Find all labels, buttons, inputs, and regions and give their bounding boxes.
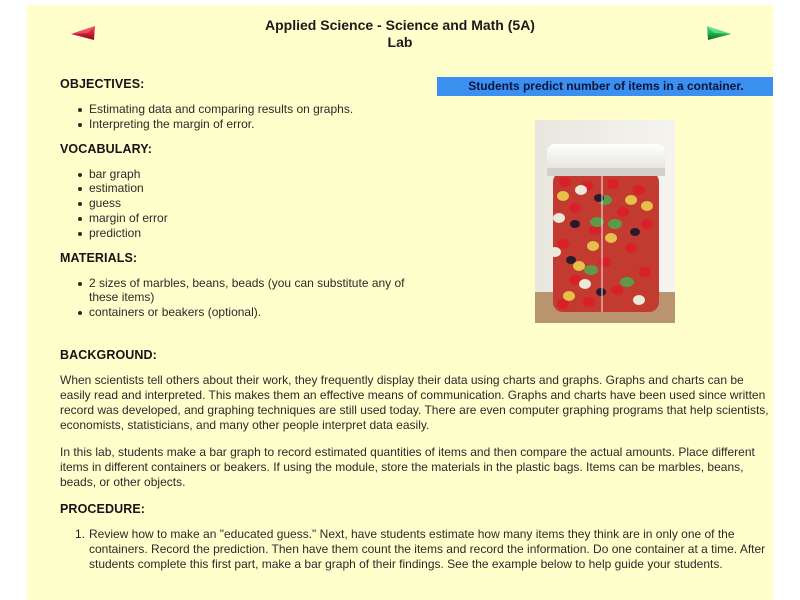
vocabulary-item: bar graph [60,167,440,182]
main-content [60,348,770,572]
vocabulary-item: margin of error [60,211,440,226]
vocabulary-section [60,142,440,241]
left-column [60,77,440,330]
title-line-2: Lab [387,34,413,50]
materials-heading: MATERIALS: [60,250,138,265]
step-text: Review how to make an "educated guess." Next, have students estimate how many items they think are in only one of the containers. Record the prediction. Then have them count the items and record the information. Do one container at a time. After students complete this first part, make a bar graph of their findings. See the example below to help guide your students. [89,527,766,571]
lesson-page [27,5,773,600]
vocabulary-heading: VOCABULARY: [60,141,153,156]
vocabulary-item: estimation [60,181,440,196]
objectives-list [60,102,440,132]
title-line-1: Applied Science - Science and Math (5A) [265,17,535,33]
jar-of-jellybeans-photo [535,120,675,323]
material-item: containers or beakers (optional). [60,305,410,320]
page-header [27,5,773,65]
page-title [27,17,773,51]
jellybean-jar-image [535,120,675,323]
vocabulary-list [60,167,440,241]
vocabulary-item: prediction [60,226,440,241]
background-section [60,348,770,490]
background-paragraph: When scientists tell others about their work, they frequently display their data using charts and graphs. Graphs and charts can be easily read and interpreted. This makes them an effective means of communication. Graphs and charts have been used since written record was developed, and graphing techniques are still used today. There are even computer graphing programs that help scientists, economists, statisticians, and many other people interpret data easily. [60,373,769,432]
step-number: 1. [75,527,86,541]
procedure-heading: PROCEDURE: [60,502,146,516]
objective-item: Estimating data and comparing results on graphs. [60,102,440,117]
background-paragraph: In this lab, students make a bar graph to record estimated quantities of items and then compare the actual amounts. Place different items in different containers or beakers. If using the module, store the materials in the plastic bags. Items can be marbles, beans, beads, or other objects. [60,445,755,489]
next-page-button[interactable] [706,25,732,41]
objectives-heading: OBJECTIVES: [60,77,145,91]
objective-item: Interpreting the margin of error. [60,117,440,132]
vocabulary-item: guess [60,196,440,211]
caption-banner: Students predict number of items in a container. [437,77,773,96]
materials-section [60,251,440,320]
material-item: 2 sizes of marbles, beans, beads (you can substitute any of these items) [60,276,410,306]
objectives-section [60,77,440,132]
background-heading: BACKGROUND: [60,348,157,362]
procedure-steps [60,527,770,572]
green-right-arrow-icon [706,25,732,41]
procedure-step [60,527,770,572]
materials-list [60,276,410,320]
procedure-section [60,502,770,572]
